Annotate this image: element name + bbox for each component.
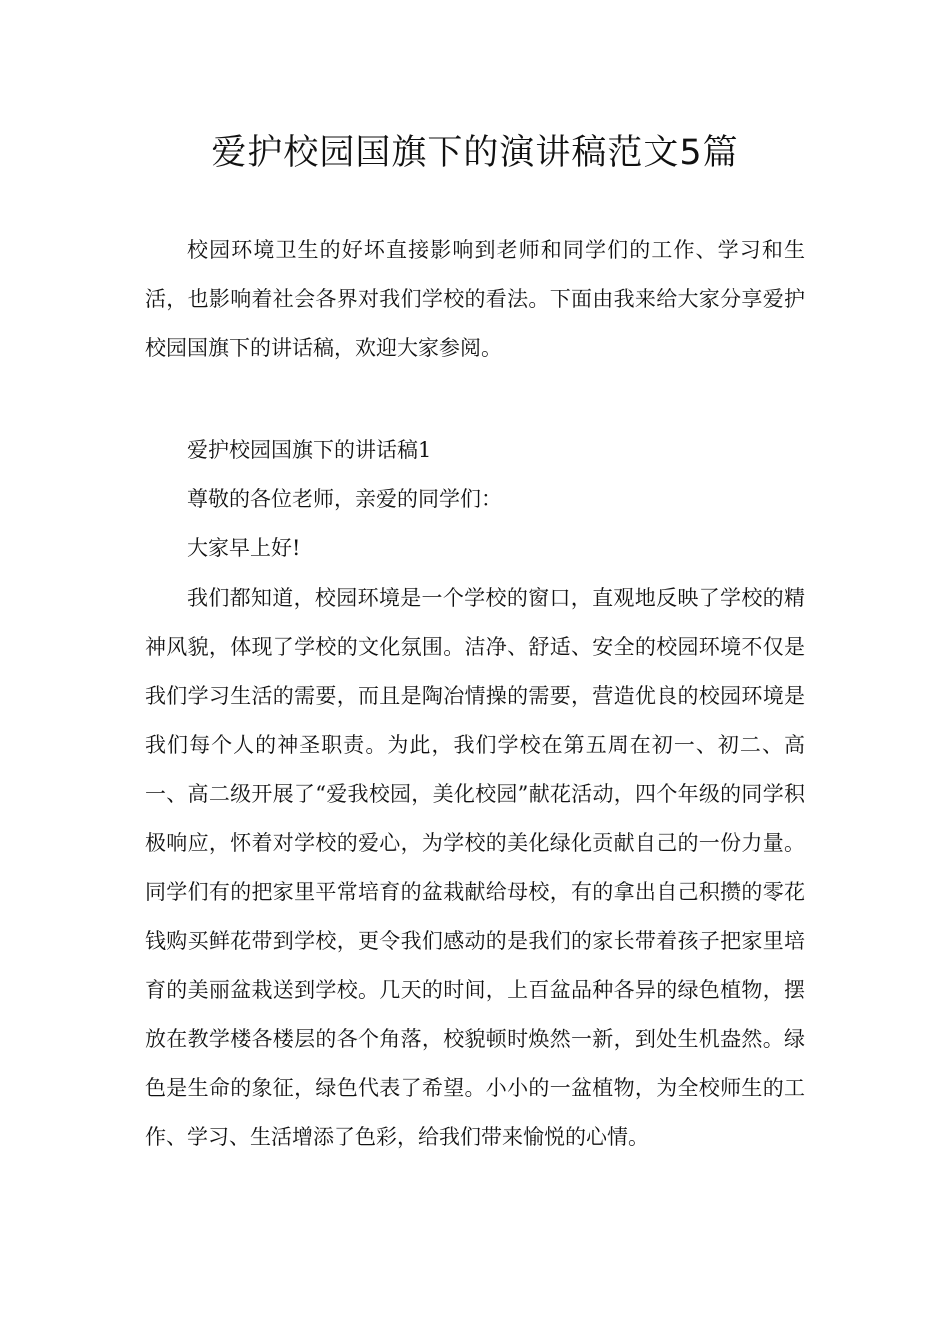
greeting: 大家早上好! xyxy=(187,536,301,560)
main-paragraph: 我们都知道，校园环境是一个学校的窗口，直观地反映了学校的精神风貌，体现了学校的文化氛围。洁净、舒适、安全的校园环境不仅是我们学习生活的需要，而且是陶冶情操的需要，营造优良的校园环境是我们每个人的神圣职责。为此，我们学校在第五周在初一、初二、高一、高二级开展了“爱我校园，美化校园”献花活动，四个年级的同学积极响应，怀着对学校的爱心，为学校的美化绿化贡献自己的一份力量。同学们有的把家里平常培育的盆栽献给母校，有的拿出自己积攒的零花钱购买鲜花带到学校，更令我们感动的是我们的家长带着孩子把家里培育的美丽盆栽送到学校。几天的时间，上百盆品种各异的绿色植物，摆放在教学楼各楼层的各个角落，校貌顿时焕然一新，到处生机盎然。绿色是生命的象征，绿色代表了希望。小小的一盆植物，为全校师生的工作、学习、生活增添了色彩，给我们带来愉悦的心情。 xyxy=(145,586,805,1149)
section-heading: 爱护校园国旗下的讲话稿1 xyxy=(187,438,432,462)
salutation: 尊敬的各位老师，亲爱的同学们： xyxy=(187,487,502,511)
document-title: 爱护校园国旗下的演讲稿范文5篇 xyxy=(211,133,739,173)
intro-paragraph: 校园环境卫生的好坏直接影响到老师和同学们的工作、学习和生活，也影响着社会各界对我们学校的看法。下面由我来给大家分享爱护校园国旗下的讲话稿，欢迎大家参阅。 xyxy=(145,238,805,360)
